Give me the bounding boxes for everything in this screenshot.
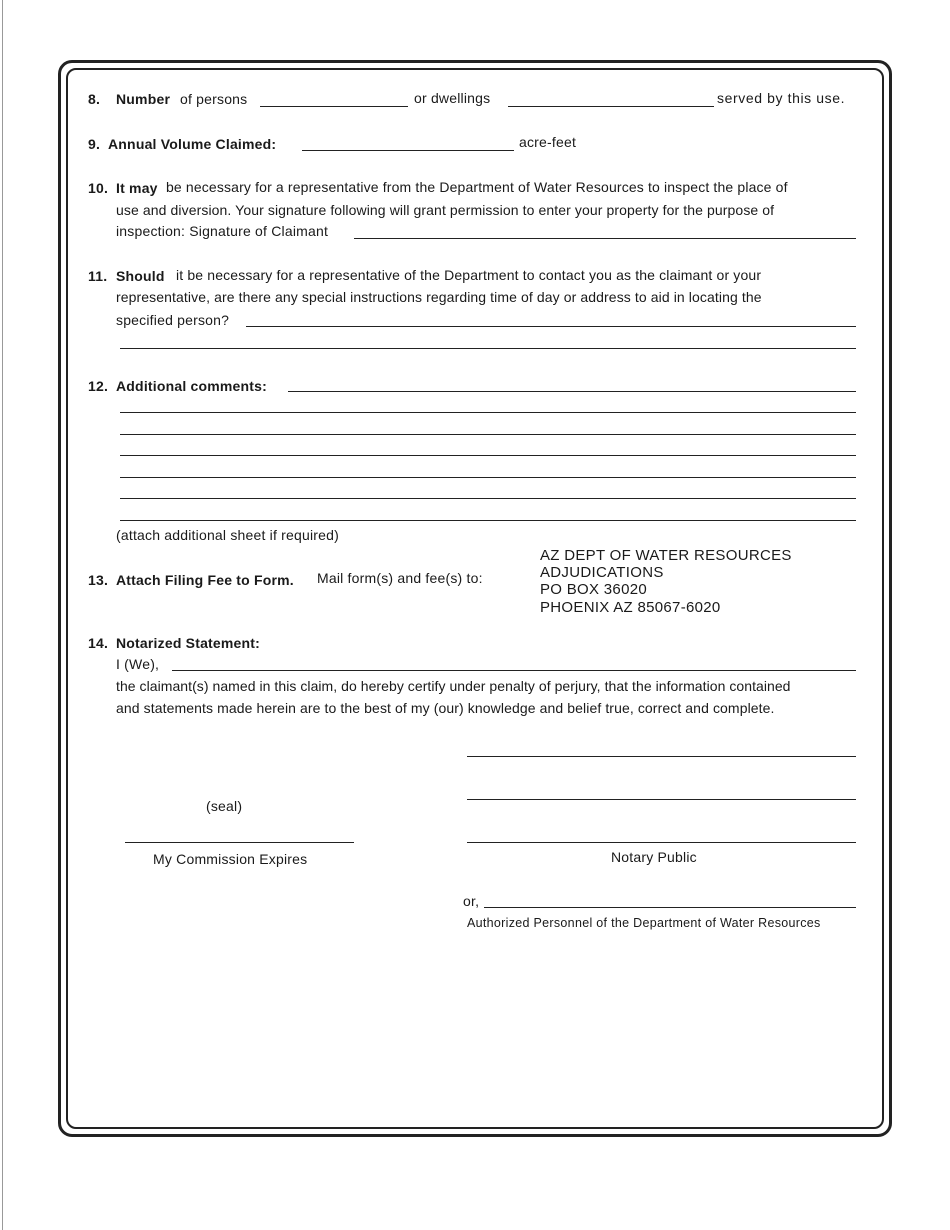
address-line-3: PO BOX 36020 — [540, 581, 647, 598]
notary-public-field[interactable] — [467, 842, 856, 843]
address-line-4: PHOENIX AZ 85067-6020 — [540, 599, 721, 616]
item8-number: 8. — [88, 91, 101, 107]
comments-line-1[interactable] — [288, 391, 856, 392]
item14-line1: the claimant(s) named in this claim, do hereby certify under penalty of perjury, that the information contained — [116, 678, 791, 694]
special-instructions-field-1[interactable] — [246, 326, 856, 327]
item13-number: 13. — [88, 572, 109, 588]
item10-line2: use and diversion. Your signature following will grant permission to enter your property for the purpose of — [116, 202, 775, 218]
item11-line3: specified person? — [116, 312, 230, 328]
item9-unit: acre-feet — [519, 134, 577, 150]
item14-we: I (We), — [116, 656, 160, 672]
page-edge — [2, 0, 3, 1230]
item10-number: 10. — [88, 180, 109, 196]
item12-number: 12. — [88, 378, 109, 394]
item11-number: 11. — [88, 268, 108, 284]
item10-line3: inspection: Signature of Claimant — [116, 223, 329, 239]
annual-volume-field[interactable] — [302, 150, 514, 151]
item12-note: (attach additional sheet if required) — [116, 527, 339, 543]
claimant-names-field[interactable] — [172, 670, 856, 671]
persons-field[interactable] — [260, 106, 408, 107]
item14-line2: and statements made herein are to the best of my (our) knowledge and belief true, correct and complete. — [116, 700, 775, 716]
item14-label: Notarized Statement: — [116, 635, 261, 651]
item9-number: 9. — [88, 136, 101, 152]
comments-line-6[interactable] — [120, 498, 856, 499]
claimant-signature-field[interactable] — [354, 238, 856, 239]
item8-mid: or dwellings — [414, 90, 491, 106]
item10-line1: be necessary for a representative from the Department of Water Resources to inspect the place of — [166, 179, 788, 195]
notary-public-label: Notary Public — [611, 849, 697, 865]
commission-expires-field[interactable] — [125, 842, 354, 843]
comments-line-7[interactable] — [120, 520, 856, 521]
item8-label: Number — [116, 91, 171, 107]
notary-signature-line-1[interactable] — [467, 756, 856, 757]
item11-line2: representative, are there any special instructions regarding time of day or address to aid in locating the — [116, 289, 762, 305]
item11-line1: it be necessary for a representative of the Department to contact you as the claimant or your — [176, 267, 762, 283]
item8-end: served by this use. — [717, 90, 846, 106]
dwellings-field[interactable] — [508, 106, 714, 107]
address-line-1: AZ DEPT OF WATER RESOURCES — [540, 547, 792, 564]
seal-label: (seal) — [206, 798, 243, 814]
comments-line-5[interactable] — [120, 477, 856, 478]
comments-line-2[interactable] — [120, 412, 856, 413]
authorized-personnel-label: Authorized Personnel of the Department of Water Resources — [467, 916, 821, 930]
authorized-personnel-field[interactable] — [484, 907, 856, 908]
special-instructions-field-2[interactable] — [120, 348, 856, 349]
notary-signature-line-2[interactable] — [467, 799, 856, 800]
address-line-2: ADJUDICATIONS — [540, 564, 664, 581]
item11-label: Should — [116, 268, 165, 284]
comments-line-3[interactable] — [120, 434, 856, 435]
comments-line-4[interactable] — [120, 455, 856, 456]
or-label: or, — [463, 893, 480, 909]
commission-expires-label: My Commission Expires — [153, 851, 308, 867]
item10-label: It may — [116, 180, 158, 196]
item9-label: Annual Volume Claimed: — [108, 136, 277, 152]
item12-label: Additional comments: — [116, 378, 268, 394]
item13-label: Attach Filing Fee to Form. — [116, 572, 294, 588]
item8-text: of persons — [180, 91, 248, 107]
item14-number: 14. — [88, 635, 109, 651]
item13-text: Mail form(s) and fee(s) to: — [317, 570, 483, 586]
